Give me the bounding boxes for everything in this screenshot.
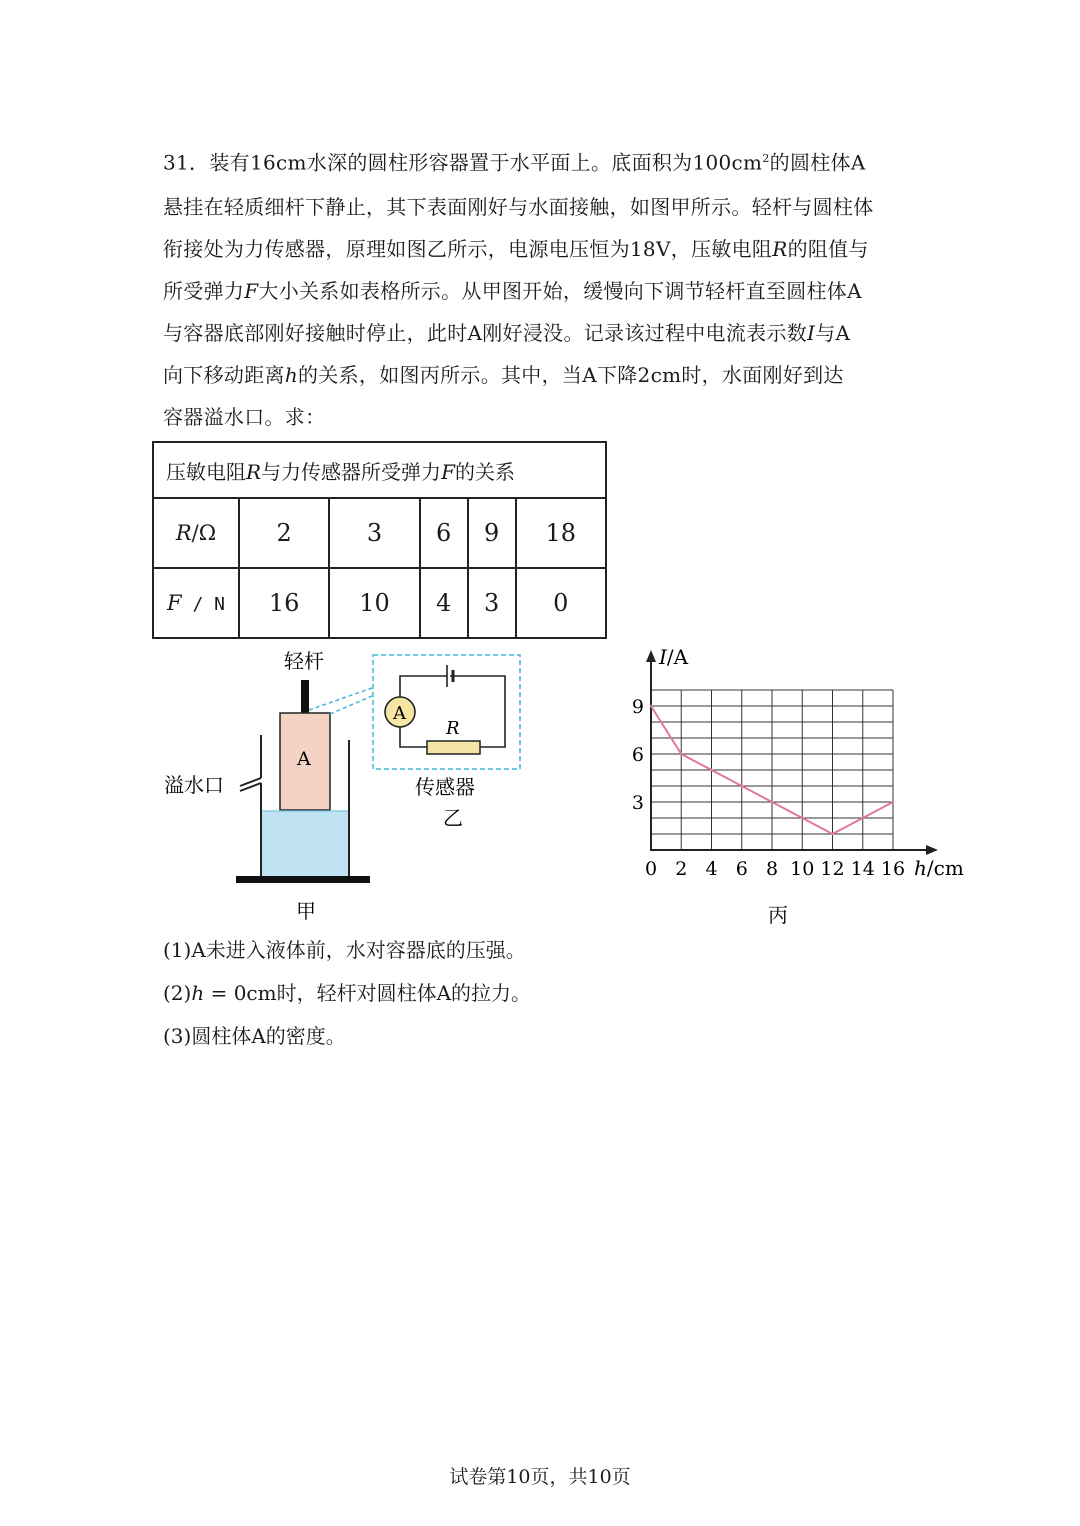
water xyxy=(262,811,348,876)
connector-dashed-1 xyxy=(309,688,372,710)
x-tick-label: 16 xyxy=(880,858,906,880)
table-row-resistance xyxy=(153,498,606,568)
data-point xyxy=(771,801,773,803)
cylinder-label: A xyxy=(297,748,311,770)
problem-number: 31． xyxy=(163,150,210,175)
row-header-resistance: R/Ω xyxy=(153,498,239,568)
table-cell: 2 xyxy=(239,498,329,568)
x-tick-label: 6 xyxy=(735,858,748,880)
table-cell: 3 xyxy=(329,498,419,568)
y-tick-label: 9 xyxy=(631,696,644,718)
x-tick-label: 0 xyxy=(644,858,658,880)
rod-label: 轻杆 xyxy=(284,649,324,673)
y-tick-label: 6 xyxy=(631,744,644,766)
connector-dashed-2 xyxy=(330,696,372,714)
table-cell: 0 xyxy=(516,568,606,638)
caption-bing: 丙 xyxy=(768,903,788,927)
x-tick-label: 2 xyxy=(675,858,688,880)
caption-jia: 甲 xyxy=(296,899,316,923)
table-caption-row xyxy=(153,442,606,498)
base-platform xyxy=(236,876,370,883)
x-tick-label: 14 xyxy=(850,858,875,880)
data-point xyxy=(650,705,652,707)
problem-text xyxy=(163,138,923,438)
chart-ticks xyxy=(632,696,905,880)
question-1: (1)A未进入液体前，水对容器底的压强。 xyxy=(163,938,526,962)
outlet-label: 溢水口 xyxy=(164,773,224,797)
figure-jia-yi xyxy=(150,640,550,940)
problem-line-1: 31．装有16cm水深的圆柱形容器置于水平面上。底面积为$100cm^2$的圆柱体A xyxy=(163,150,866,175)
data-point xyxy=(710,769,712,771)
resistor-label: R xyxy=(446,718,460,739)
table-cell: 18 xyxy=(516,498,606,568)
problem-line-7: 容器溢水口。求： xyxy=(163,405,326,429)
circuit-wire-bottom xyxy=(400,727,427,747)
table-row-force xyxy=(153,568,606,638)
data-point xyxy=(862,817,864,819)
x-tick-label: 12 xyxy=(820,858,845,880)
sensor-label: 传感器 xyxy=(415,775,475,799)
x-tick-label: 10 xyxy=(790,858,815,880)
x-axis-label: h/cm xyxy=(914,856,964,880)
page-footer: 试卷第10页，共10页 xyxy=(449,1466,631,1488)
data-point xyxy=(741,785,743,787)
data-point xyxy=(892,801,894,803)
row-header-force: F / N xyxy=(153,568,239,638)
x-tick-label: 8 xyxy=(765,858,779,880)
problem-line-6: 向下移动距离h的关系，如图丙所示。其中，当A下降2cm时，水面刚好到达 xyxy=(163,363,844,387)
rod xyxy=(301,680,309,714)
x-tick-label: 4 xyxy=(705,858,718,880)
problem-line-4: 所受弹力F大小关系如表格所示。从甲图开始，缓慢向下调节轻杆直至圆柱体A xyxy=(163,279,862,303)
chart-grid xyxy=(651,690,893,850)
table-cell: 4 xyxy=(420,568,468,638)
caption-yi: 乙 xyxy=(443,806,463,830)
resistance-force-table xyxy=(152,441,607,639)
y-axis-arrow xyxy=(646,650,656,662)
x-axis-arrow xyxy=(926,845,938,855)
question-3: (3)圆柱体A的密度。 xyxy=(163,1024,346,1048)
question-2: (2)h = 0cm时，轻杆对圆柱体A的拉力。 xyxy=(163,981,532,1005)
ammeter-label: A xyxy=(393,703,406,724)
data-point xyxy=(680,753,682,755)
data-point xyxy=(831,833,833,835)
table-caption: 压敏电阻R与力传感器所受弹力F的关系 xyxy=(153,442,606,498)
y-tick-label: 3 xyxy=(631,792,644,814)
resistor-icon xyxy=(427,741,480,754)
problem-line-2: 悬挂在轻质细杆下静止，其下表面刚好与水面接触，如图甲所示。轻杆与圆柱体 xyxy=(163,195,874,219)
table-cell: 9 xyxy=(468,498,516,568)
circuit-wire-left xyxy=(400,676,447,697)
data-point xyxy=(801,817,803,819)
table-cell: 16 xyxy=(239,568,329,638)
y-axis-label: I/A xyxy=(659,645,689,669)
table-cell: 10 xyxy=(329,568,419,638)
problem-line-5: 与容器底部刚好接触时停止，此时A刚好浸没。记录该过程中电流表示数I与A xyxy=(163,321,851,345)
table-cell: 3 xyxy=(468,568,516,638)
table-cell: 6 xyxy=(420,498,468,568)
problem-line-3: 衔接处为力传感器，原理如图乙所示，电源电压恒为18V，压敏电阻R的阻值与 xyxy=(163,237,869,261)
figure-bing-chart xyxy=(620,640,980,940)
